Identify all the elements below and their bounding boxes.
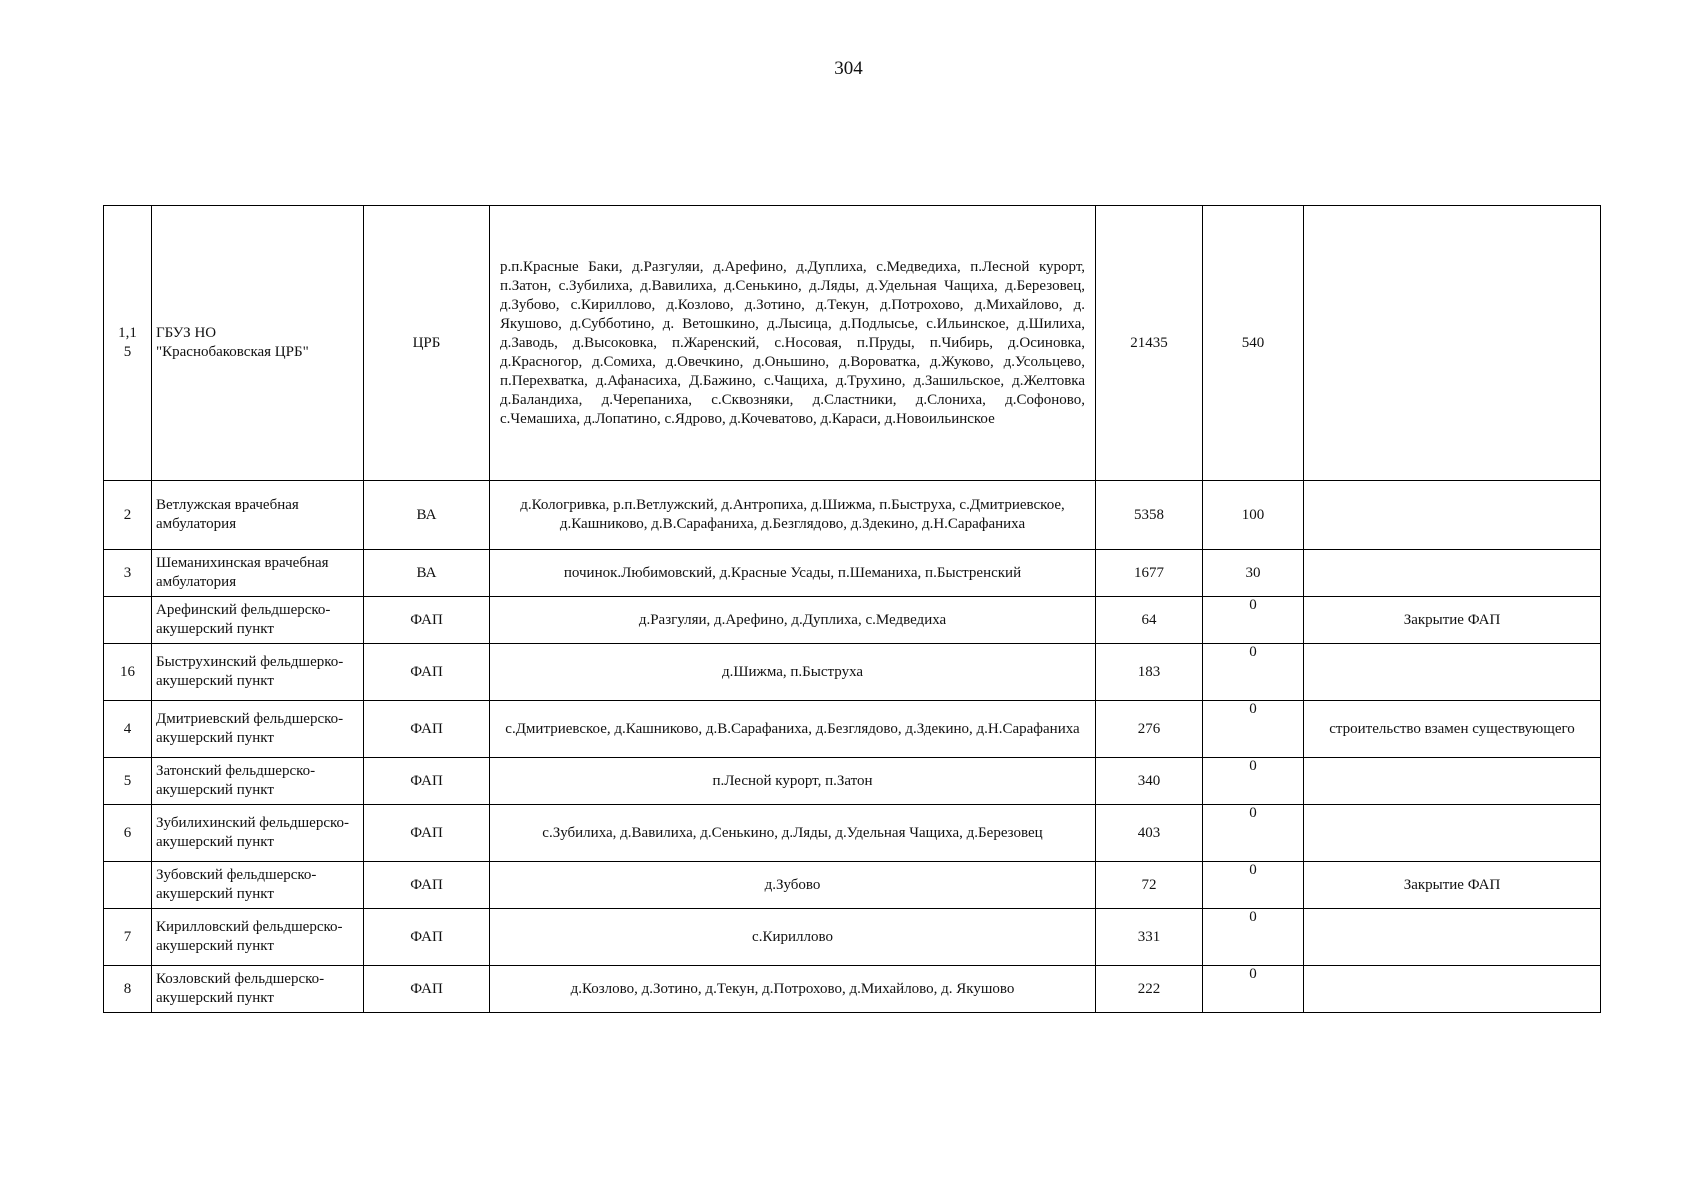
population-count: 72 (1096, 862, 1203, 909)
capacity-value: 0 (1203, 597, 1304, 644)
capacity-value: 0 (1203, 644, 1304, 701)
capacity-value: 0 (1203, 862, 1304, 909)
facility-type: ФАП (364, 805, 490, 862)
row-number: 1,1 5 (104, 206, 152, 481)
table-row (104, 862, 1601, 909)
note-text (1304, 805, 1601, 862)
served-settlements: с.Дмитриевское, д.Кашниково, д.В.Сарафаниха, д.Безглядово, д.Здекино, д.Н.Сарафаниха (490, 701, 1096, 758)
note-text (1304, 481, 1601, 550)
served-settlements: р.п.Красные Баки, д.Разгуляи, д.Арефино, д.Дуплиха, с.Медведиха, п.Лесной курорт, п.Затон, с.Зубилиха, д.Вавилиха, д.Сенькино, д.Ляды, д.Удельная Чащиха, д.Березовец, д.Зубово, с.Кириллово, д.Козлово, д.Зотино, д.Текун, д.Потрохово, д.Михайлово, д. Якушово, д.Субботино, д. Ветошкино, д.Лысица, д.Подлысье, с.Ильинское, д.Шилиха, д.Заводь, д.Высоковка, п.Жаренский, с.Носовая, п.Пруды, п.Чибирь, д.Осиновка, д.Красногор, д.Сомиха, д.Овечкино, д.Оньшино, д.Вороватка, д.Жуково, д.Усольцево, п.Перехватка, д.Афанасиха, Д.Бажино, с.Чащиха, д.Трухино, д.Зашильское, д.Желтовка д.Баландиха, д.Черепаниха, с.Сквозняки, д.Сластники, д.Слониха, д.Софоново, с.Чемашиха, д.Лопатино, с.Ядрово, д.Кочеватово, д.Караси, д.Новоильинское (490, 206, 1096, 481)
population-count: 331 (1096, 909, 1203, 966)
capacity-value: 0 (1203, 805, 1304, 862)
table-row (104, 701, 1601, 758)
population-count: 21435 (1096, 206, 1203, 481)
served-settlements: с.Кириллово (490, 909, 1096, 966)
facility-type: ФАП (364, 862, 490, 909)
note-text: Закрытие ФАП (1304, 862, 1601, 909)
row-number (104, 862, 152, 909)
facility-type: ФАП (364, 701, 490, 758)
table-row (104, 206, 1601, 481)
table-row (104, 550, 1601, 597)
capacity-value: 0 (1203, 909, 1304, 966)
facility-type: ВА (364, 550, 490, 597)
facility-name: Ветлужская врачебная амбулатория (152, 481, 364, 550)
served-settlements: д.Зубово (490, 862, 1096, 909)
capacity-value: 0 (1203, 758, 1304, 805)
note-text (1304, 206, 1601, 481)
row-number: 5 (104, 758, 152, 805)
facility-type: ФАП (364, 758, 490, 805)
facility-name: Кирилловский фельдшерско-акушерский пункт (152, 909, 364, 966)
facility-type: ФАП (364, 644, 490, 701)
served-settlements: д.Кологривка, р.п.Ветлужский, д.Антропиха, д.Шижма, п.Быструха, с.Дмитриевское, д.Кашниково, д.В.Сарафаниха, д.Безглядово, д.Здекино, д.Н.Сарафаниха (490, 481, 1096, 550)
capacity-value: 540 (1203, 206, 1304, 481)
served-settlements: починок.Любимовский, д.Красные Усады, п.Шеманиха, п.Быстренский (490, 550, 1096, 597)
note-text (1304, 758, 1601, 805)
note-text (1304, 966, 1601, 1013)
facility-name: Шеманихинская врачебная амбулатория (152, 550, 364, 597)
population-count: 222 (1096, 966, 1203, 1013)
facility-name: ГБУЗ НО "Краснобаковская ЦРБ" (152, 206, 364, 481)
note-text: строительство взамен существующего (1304, 701, 1601, 758)
page-number: 304 (834, 58, 863, 79)
row-number: 7 (104, 909, 152, 966)
population-count: 340 (1096, 758, 1203, 805)
note-text: Закрытие ФАП (1304, 597, 1601, 644)
note-text (1304, 644, 1601, 701)
facility-name: Зубилихинский фельдшерско-акушерский пункт (152, 805, 364, 862)
table-row (104, 644, 1601, 701)
row-number: 16 (104, 644, 152, 701)
facility-type: ФАП (364, 966, 490, 1013)
population-count: 403 (1096, 805, 1203, 862)
facility-name: Зубовский фельдшерско-акушерский пункт (152, 862, 364, 909)
facility-name: Дмитриевский фельдшерско-акушерский пункт (152, 701, 364, 758)
capacity-value: 100 (1203, 481, 1304, 550)
row-number (104, 597, 152, 644)
served-settlements: д.Разгуляи, д.Арефино, д.Дуплиха, с.Медведиха (490, 597, 1096, 644)
population-count: 64 (1096, 597, 1203, 644)
note-text (1304, 909, 1601, 966)
facility-name: Быструхинский фельдшерко-акушерский пункт (152, 644, 364, 701)
facility-type: ФАП (364, 909, 490, 966)
facility-type: ЦРБ (364, 206, 490, 481)
table-row (104, 758, 1601, 805)
served-settlements: д.Шижма, п.Быструха (490, 644, 1096, 701)
population-count: 276 (1096, 701, 1203, 758)
table-body (104, 206, 1601, 1013)
note-text (1304, 550, 1601, 597)
facility-name: Козловский фельдшерско-акушерский пункт (152, 966, 364, 1013)
served-settlements: п.Лесной курорт, п.Затон (490, 758, 1096, 805)
population-count: 5358 (1096, 481, 1203, 550)
row-number: 6 (104, 805, 152, 862)
population-count: 183 (1096, 644, 1203, 701)
capacity-value: 0 (1203, 966, 1304, 1013)
row-number: 8 (104, 966, 152, 1013)
served-settlements: д.Козлово, д.Зотино, д.Текун, д.Потрохово, д.Михайлово, д. Якушово (490, 966, 1096, 1013)
facility-type: ВА (364, 481, 490, 550)
table-row (104, 805, 1601, 862)
capacity-value: 0 (1203, 701, 1304, 758)
table-row (104, 481, 1601, 550)
table-row (104, 966, 1601, 1013)
facilities-table (103, 205, 1601, 1013)
row-number: 3 (104, 550, 152, 597)
facility-type: ФАП (364, 597, 490, 644)
row-number: 2 (104, 481, 152, 550)
row-number: 4 (104, 701, 152, 758)
facility-name: Затонский фельдшерско-акушерский пункт (152, 758, 364, 805)
table-row (104, 597, 1601, 644)
capacity-value: 30 (1203, 550, 1304, 597)
table-row (104, 909, 1601, 966)
served-settlements: с.Зубилиха, д.Вавилиха, д.Сенькино, д.Ляды, д.Удельная Чащиха, д.Березовец (490, 805, 1096, 862)
facility-name: Арефинский фельдшерско-акушерский пункт (152, 597, 364, 644)
population-count: 1677 (1096, 550, 1203, 597)
